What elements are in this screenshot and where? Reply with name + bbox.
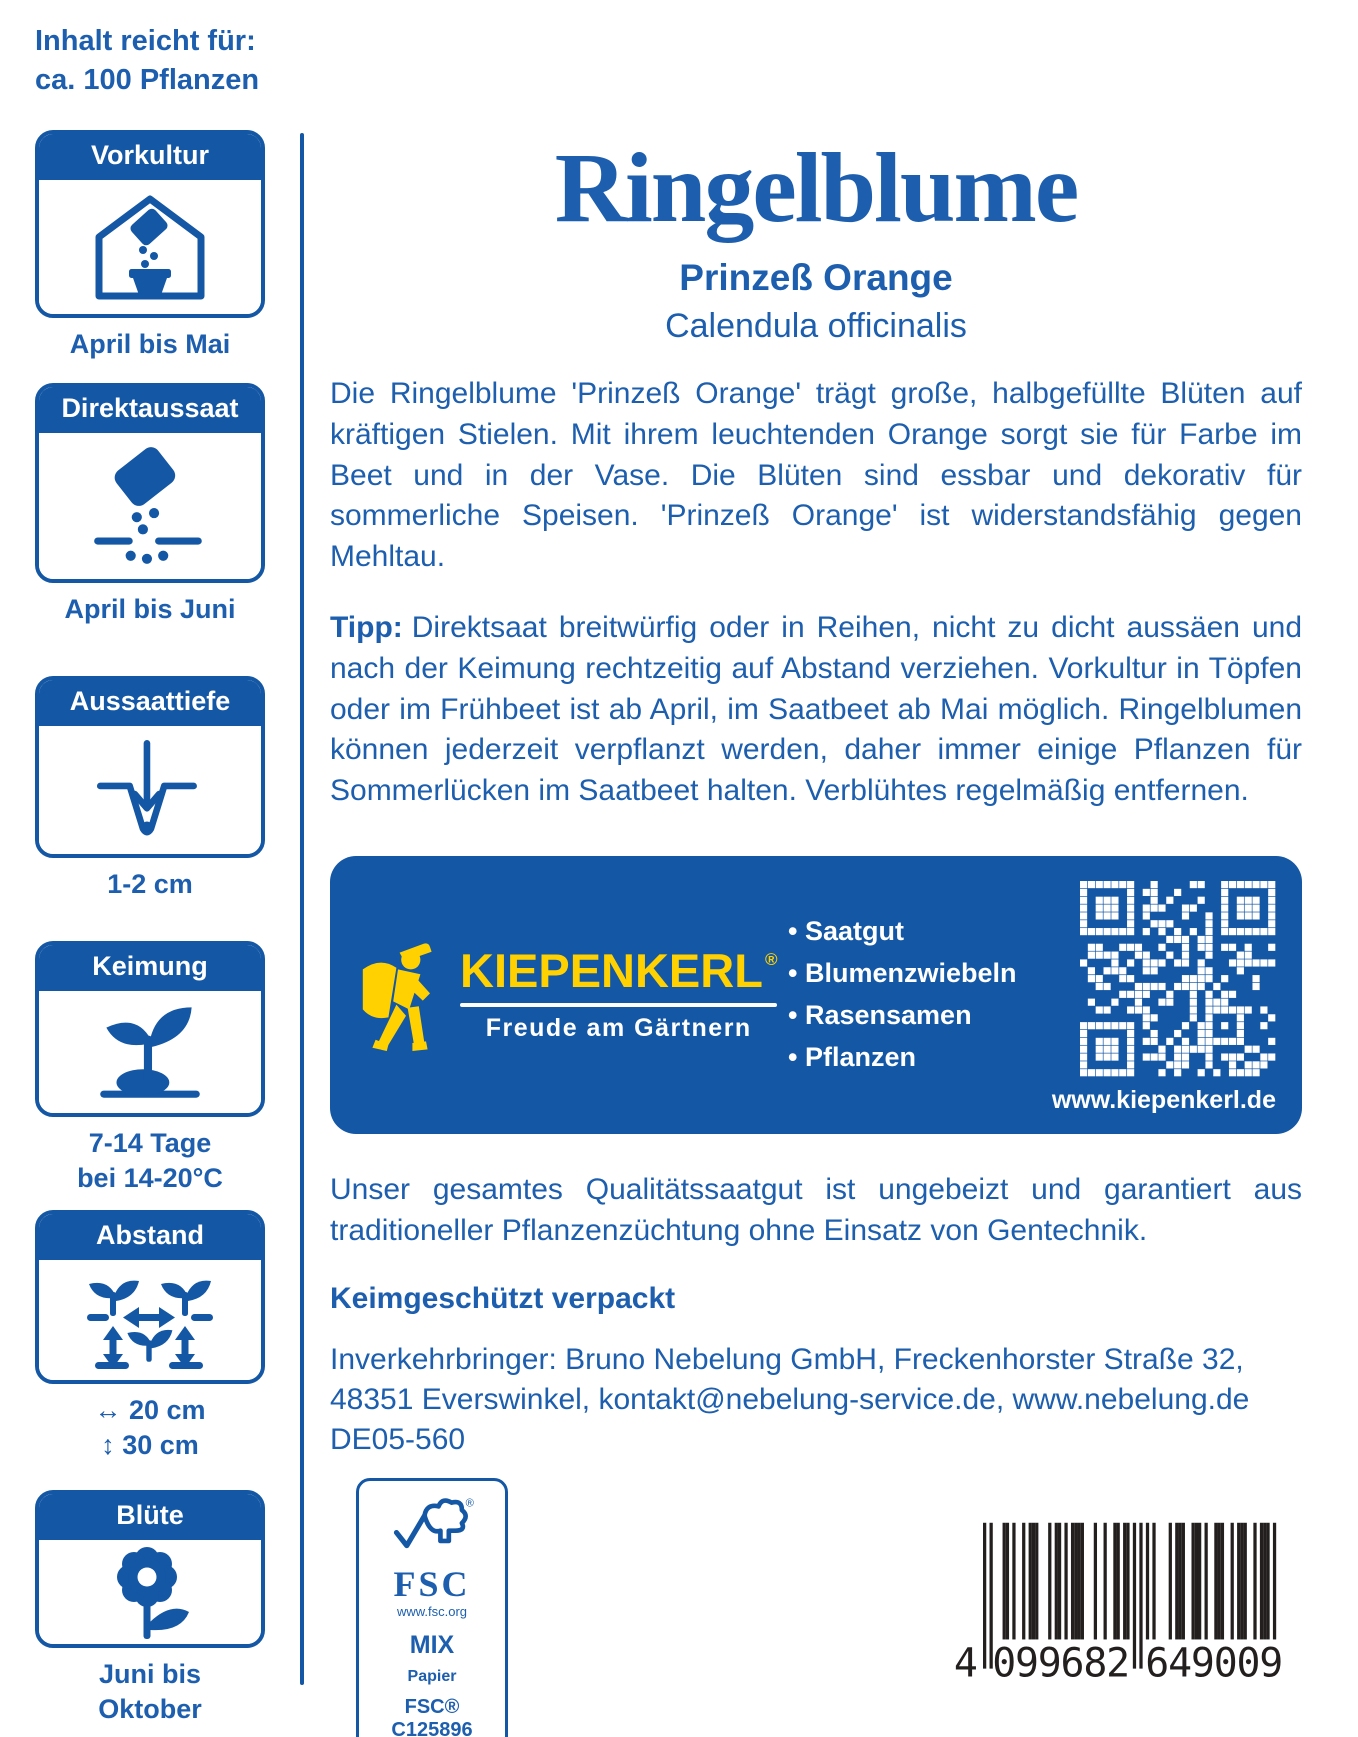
card-title-keimung: Keimung <box>39 945 261 991</box>
qr-block <box>1052 875 1276 1115</box>
info-card-vorkultur <box>35 130 265 318</box>
sowing-depth-icon <box>39 726 261 854</box>
ean-barcode <box>948 1522 1300 1683</box>
info-card-keimung <box>35 941 265 1117</box>
variety-name: Prinzeß Orange <box>679 257 953 298</box>
product-item: • Rasensamen <box>788 995 1038 1037</box>
info-card-aussaattiefe <box>35 676 265 858</box>
fsc-material: Papier <box>407 1668 457 1686</box>
bloom-flower-icon <box>39 1540 261 1644</box>
quality-paragraph: Unser gesamtes Qualitätssaatgut ist ungebeizt und garantiert aus traditioneller Pflanzenzüchtung ohne Einsatz von Gentechnik. <box>330 1172 1302 1247</box>
svg-text:0: 0 <box>992 1640 1017 1684</box>
kiepenkerl-wordmark: KIEPENKERL ® <box>460 943 778 997</box>
card-caption-direktaussaat: April bis Juni <box>64 593 236 624</box>
svg-text:4: 4 <box>953 1640 978 1684</box>
info-card-abstand <box>35 1210 265 1384</box>
product-list <box>788 911 1038 1078</box>
brand-slogan: Freude am Gärtnern <box>485 1013 752 1042</box>
product-item: • Saatgut <box>788 911 1038 953</box>
barcode-icon <box>948 1522 1300 1683</box>
content-amount <box>35 22 265 100</box>
qr-code-icon <box>1080 881 1276 1077</box>
kiepenkerl-logo <box>358 924 778 1066</box>
kiepenkerl-brand-box <box>330 856 1302 1134</box>
svg-text:2: 2 <box>1106 1640 1131 1684</box>
plant-spacing-icon <box>39 1260 261 1380</box>
vertical-divider <box>300 133 304 1685</box>
germination-seedling-icon <box>39 991 261 1113</box>
card-caption-bluete: Juni bis Oktober <box>98 1659 202 1725</box>
kiepenkerl-figure-icon <box>358 924 454 1066</box>
brand-website: www.kiepenkerl.de <box>1051 1085 1276 1114</box>
info-card-direktaussaat <box>35 383 265 583</box>
card-title-bluete: Blüte <box>39 1494 261 1540</box>
fsc-url: www.fsc.org <box>396 1604 468 1620</box>
direct-sowing-icon <box>39 433 261 579</box>
svg-text:0: 0 <box>1213 1640 1238 1684</box>
info-card-bluete <box>35 1490 265 1648</box>
page-title: Ringelblume <box>554 132 1078 243</box>
registered-mark: ® <box>764 949 778 969</box>
germ-protect-line: Keimgeschützt verpackt <box>330 1281 676 1315</box>
distributor-line: 48351 Everswinkel, kontakt@nebelung-service.de, www.nebelung.de <box>330 1382 1250 1416</box>
card-title-direktaussaat: Direktaussaat <box>39 387 261 433</box>
card-title-aussaattiefe: Aussaattiefe <box>39 680 261 726</box>
logo-underline <box>460 1003 777 1007</box>
bottom-row <box>330 1478 1302 1737</box>
tip-label: Tipp: <box>330 610 403 644</box>
main-column <box>330 132 1302 1737</box>
content-amount-line2: ca. 100 Pflanzen <box>35 63 260 96</box>
distributor-line: Inverkehrbringer: Bruno Nebelung GmbH, Freckenhorster Straße 32, <box>330 1342 1244 1376</box>
tip-paragraph <box>330 608 1302 812</box>
kiepenkerl-wordmark-block <box>460 943 778 1043</box>
card-title-vorkultur: Vorkultur <box>39 134 261 180</box>
card-caption-abstand: ↔ 20 cm ↕ 30 cm <box>94 1395 206 1461</box>
fsc-label <box>356 1478 508 1737</box>
sidebar <box>35 22 265 1728</box>
svg-text:9: 9 <box>1259 1640 1284 1684</box>
fsc-name: FSC <box>393 1564 471 1605</box>
svg-text:8: 8 <box>1083 1640 1108 1684</box>
fsc-grade: MIX <box>409 1631 455 1660</box>
greenhouse-precultivation-icon <box>39 180 261 314</box>
svg-text:0: 0 <box>1236 1640 1261 1684</box>
botanical-name: Calendula officinalis <box>665 307 967 345</box>
fsc-tree-icon <box>389 1493 475 1559</box>
svg-text:6: 6 <box>1060 1640 1085 1684</box>
svg-text:9: 9 <box>1014 1640 1039 1684</box>
svg-text:9: 9 <box>1037 1640 1062 1684</box>
card-caption-vorkultur: April bis Mai <box>69 328 231 359</box>
description-paragraph: Die Ringelblume 'Prinzeß Orange' trägt große, halbgefüllte Blüten auf kräftigen Stielen. Mit ihrem leuchtenden Orange sorgt sie für Farbe im Beet und in der Vase. Die Blüten sind essbar und dekorativ für sommerliche Speisen. 'Prinzeß Orange' ist widerstandsfähig gegen Mehltau. <box>330 377 1302 574</box>
fsc-registered: ® <box>465 1497 474 1510</box>
product-item: • Pflanzen <box>788 1037 1038 1079</box>
card-caption-keimung: 7-14 Tage bei 14-20°C <box>77 1128 223 1194</box>
svg-text:6: 6 <box>1145 1640 1170 1684</box>
card-title-abstand: Abstand <box>39 1214 261 1260</box>
product-item: • Blumenzwiebeln <box>788 953 1038 995</box>
card-caption-aussaattiefe: 1-2 cm <box>107 868 193 899</box>
svg-text:4: 4 <box>1168 1640 1193 1684</box>
distributor-line: DE05-560 <box>330 1422 466 1456</box>
svg-text:9: 9 <box>1190 1640 1215 1684</box>
content-amount-line1: Inhalt reicht für: <box>35 25 256 57</box>
distributor-block <box>330 1340 1302 1461</box>
tip-text: Direktsaat breitwürfig oder in Reihen, nicht zu dicht aussäen und nach der Keimung rechtzeitig auf Abstand verziehen. Vorkultur in Töpfen oder im Frühbeet ist ab April, im Saatbeet ab Mai möglich. Ringelblumen können jederzeit verpflanzt werden, daher immer einige Pflanzen für Sommerlücken im Saatbeet halten. Verblühtes regelmäßig entfernen. <box>330 610 1302 808</box>
fsc-license: FSC® C125896 <box>391 1696 473 1737</box>
